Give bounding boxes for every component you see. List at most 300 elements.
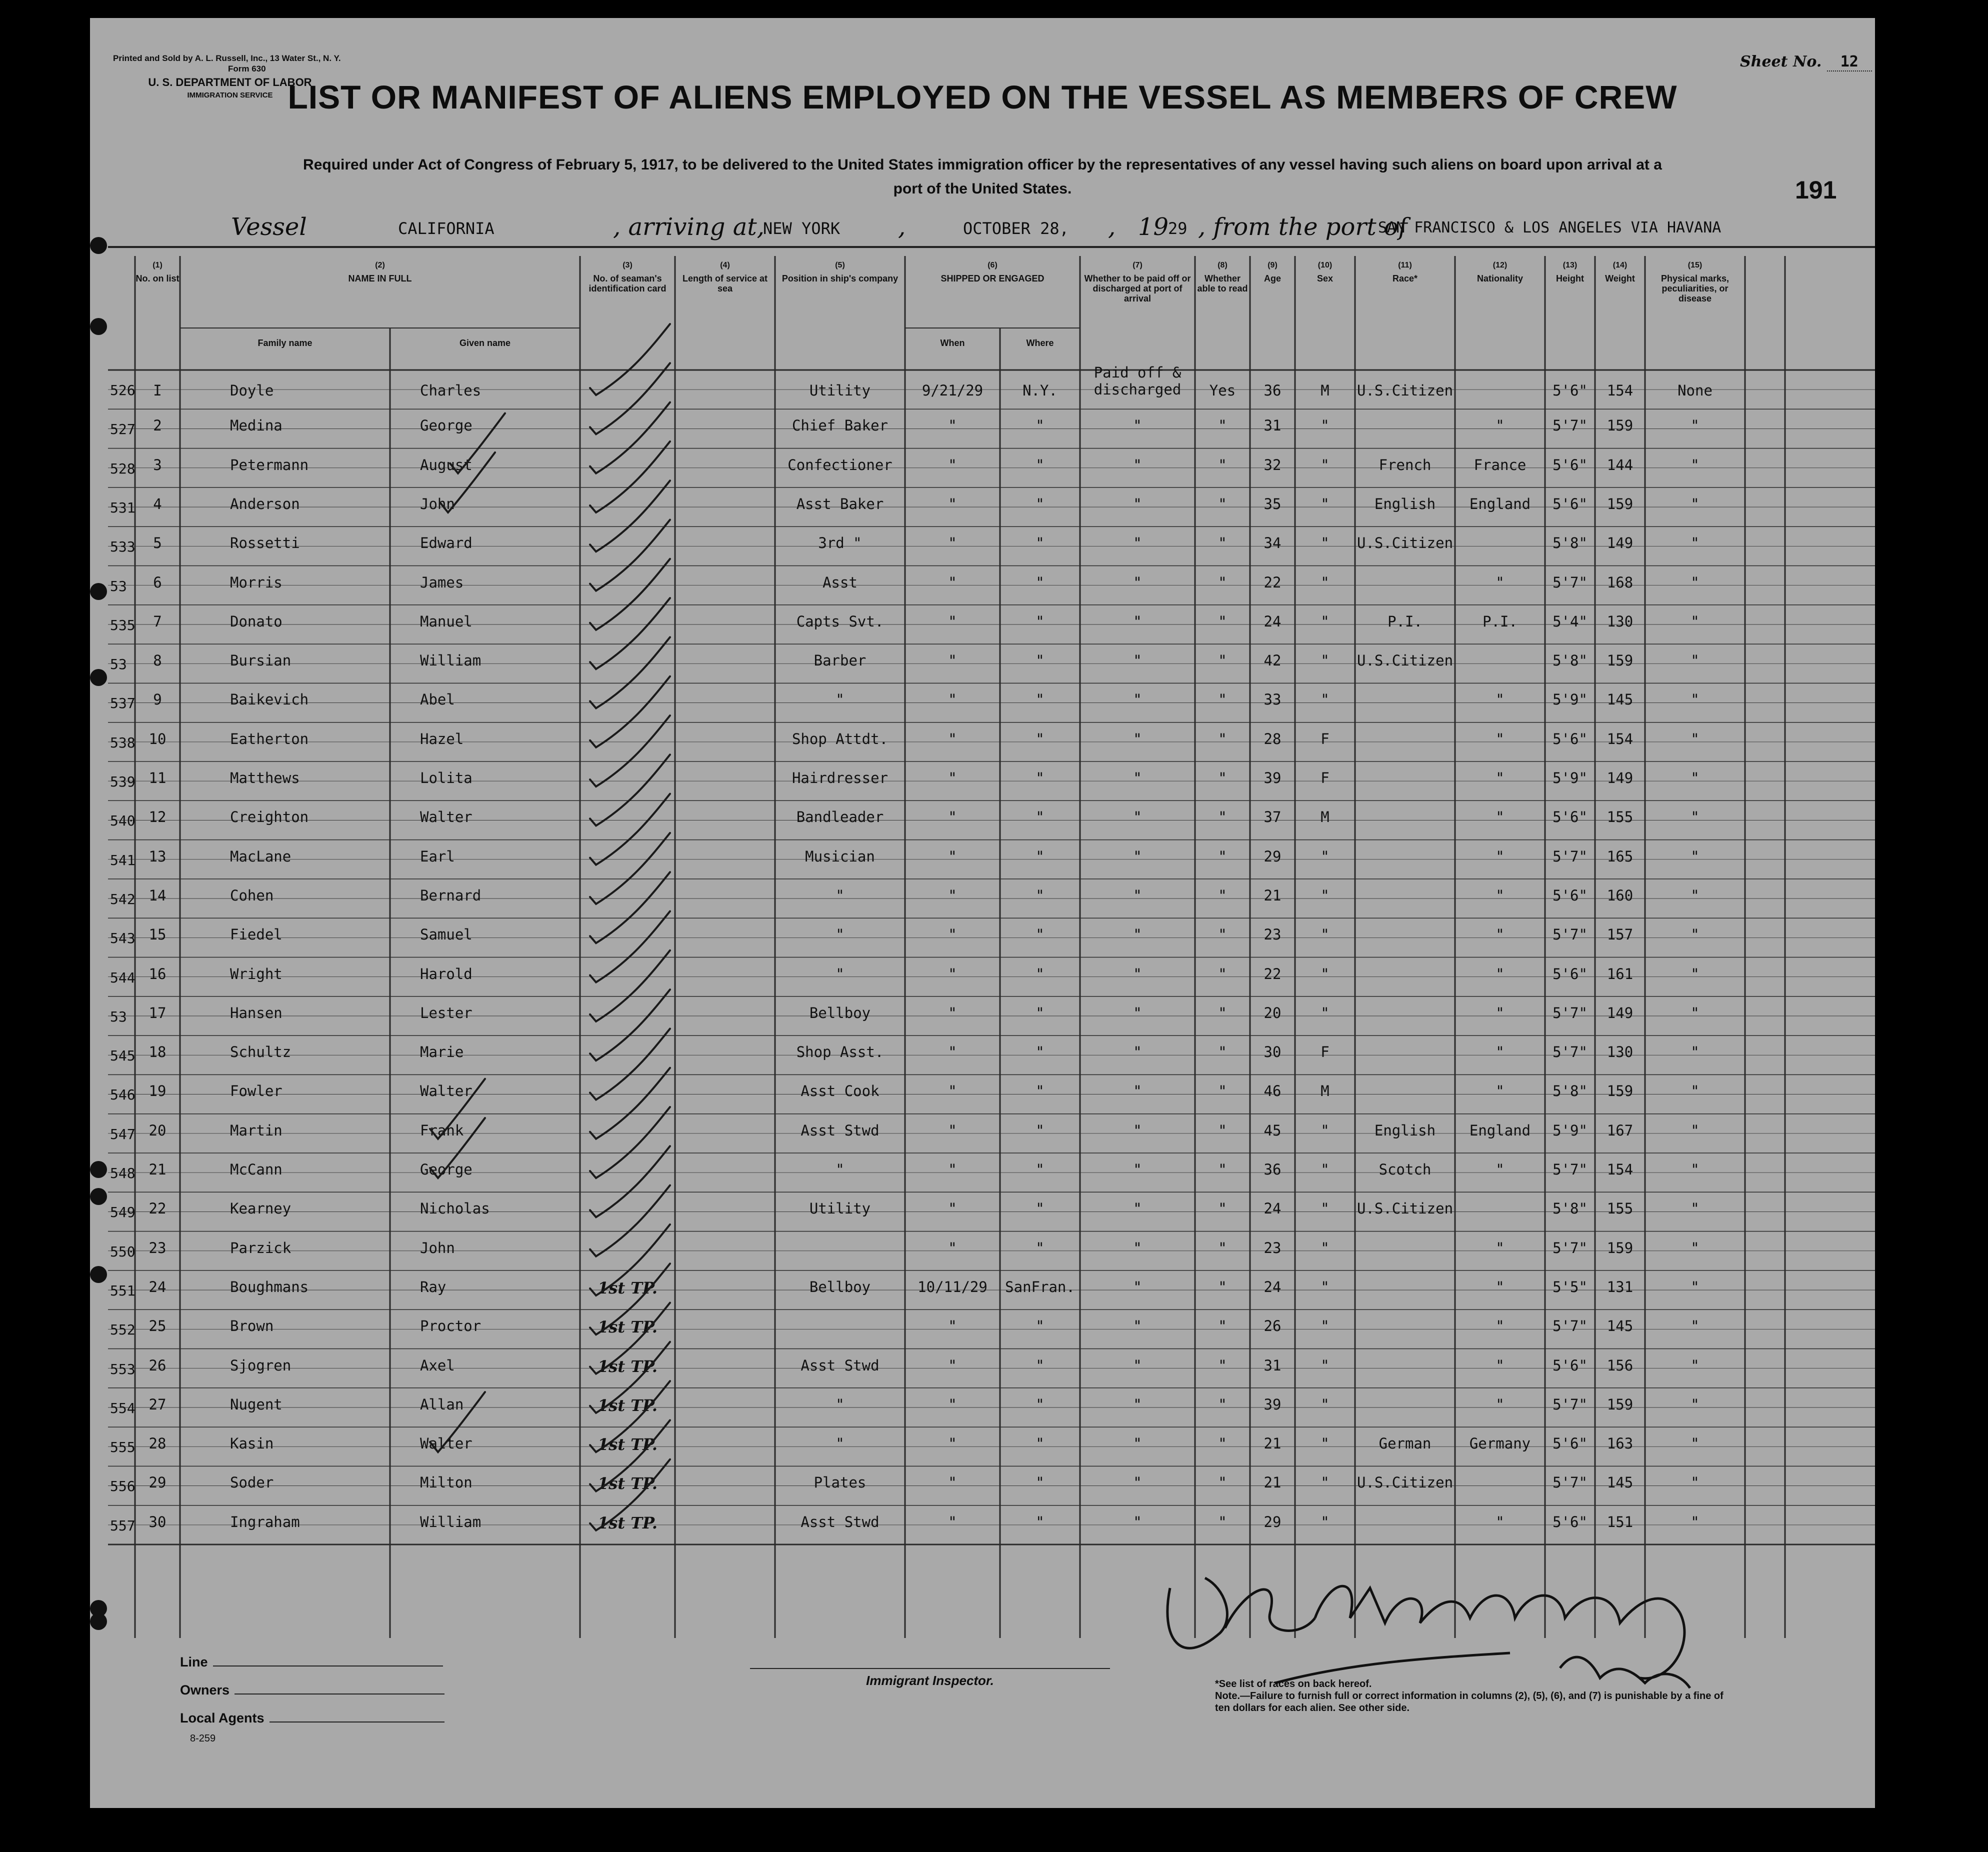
cell-sex: " [1320,456,1330,474]
check-mark [590,442,670,512]
cell-where: " [1036,574,1044,591]
cell-position: Bellboy [809,1278,871,1296]
arrival-port: NEW YORK [763,219,840,238]
cell-read: " [1218,495,1227,512]
check-mark [590,363,670,434]
from-port-label: , from the port of [1198,213,1408,241]
cell-marks: " [1690,1044,1700,1061]
cell-sex: " [1320,691,1330,708]
cell-read: " [1218,730,1227,748]
cell-nationality: France [1474,456,1526,474]
cell-family: Nugent [230,1396,282,1413]
cell-given: Manuel [420,612,472,630]
cell-age: 26 [1264,1318,1282,1335]
cell-nationality: " [1496,1082,1504,1100]
cell-age: 36 [1264,382,1282,399]
notice-line-1: Required under Act of Congress of February 5, 1917, to be delivered to the United States immigration officer by the representatives of any vessel having such aliens on board upon arrival at a [303,156,1662,173]
cell-position: 3rd " [818,534,862,552]
cell-height: 5'9" [1552,770,1588,786]
cell-paid: " [1133,417,1142,434]
col-shipped-label: SHIPPED OR ENGAGED [940,274,1044,284]
cell-age: 30 [1264,1044,1282,1061]
margin-number: 556 [110,1478,136,1495]
cell-age: 23 [1264,926,1282,944]
cell-sex: " [1320,1356,1330,1374]
cell-no: 11 [148,770,166,786]
cell-height: 5'8" [1552,1200,1588,1218]
cell-height: 5'7" [1552,417,1588,434]
page-number: 191 [1795,176,1837,204]
cell-where: SanFran. [1005,1278,1075,1296]
manifest-page [90,18,1875,1808]
cell-where: " [1036,886,1044,904]
cell-sex: M [1320,808,1330,826]
cell-nationality: P.I. [1482,612,1518,630]
cell-height: 5'9" [1552,1122,1588,1139]
cell-given: William [420,652,482,670]
cell-given: Charles [420,382,482,399]
punch-hole [90,318,107,335]
punch-hole [90,1188,107,1205]
cell-given: Frank [420,1122,464,1139]
cell-when: " [948,534,957,552]
cell-family: Doyle [230,382,274,399]
cell-position: " [836,886,844,904]
cell-no: 5 [153,534,162,552]
cell-weight: 157 [1606,926,1634,944]
cell-height: 5'6" [1552,1435,1588,1452]
cell-sex: M [1320,1082,1330,1100]
check-mark [590,402,670,474]
cell-weight: 149 [1606,770,1634,786]
cell-height: 5'5" [1552,1278,1588,1296]
check-mark [590,1224,670,1296]
cell-age: 32 [1264,456,1282,474]
cell-height: 5'4" [1552,612,1588,630]
check-mark [590,676,670,748]
cell-when: " [948,1239,957,1256]
margin-number: 535 [110,616,136,634]
check-mark [590,872,670,943]
cell-paid: " [1133,691,1142,708]
cell-sex: F [1320,770,1330,786]
cell-marks: " [1690,691,1700,708]
cell-family: Fowler [230,1082,282,1100]
sheet-label: Sheet No. [1740,53,1822,70]
cell-family: Rossetti [230,534,300,552]
cell-age: 39 [1264,770,1282,786]
cell-no: 4 [153,495,162,512]
cell-weight: 159 [1606,417,1634,434]
cell-marks: " [1690,1161,1700,1178]
col-able-to-read-number: (8) [1218,261,1228,270]
cell-height: 5'6" [1552,495,1588,512]
cell-age: 24 [1264,1278,1282,1296]
cell-family: Medina [230,417,282,434]
cell-family: Wright [230,965,282,982]
cell-height: 5'7" [1552,848,1588,865]
cell-paid: " [1133,1356,1142,1374]
margin-number: 542 [110,890,136,908]
cell-paid: " [1133,652,1142,670]
cell-age: 24 [1264,612,1282,630]
cell-position: Bellboy [809,1004,871,1022]
cell-nationality: " [1496,1161,1504,1178]
margin-number: 545 [110,1048,136,1064]
cell-position: " [836,965,844,982]
check-mark [590,1264,670,1334]
check-mark [430,1392,485,1452]
cell-no: 2 [153,417,162,434]
cell-card: 1st TP. [598,1278,658,1298]
cell-where: " [1036,1122,1044,1139]
cell-nationality: " [1496,1513,1504,1530]
cell-weight: 159 [1606,652,1634,670]
cell-read: " [1218,574,1227,591]
margin-number: 53 [110,578,127,594]
cell-when: " [948,1396,957,1413]
check-mark [590,754,670,826]
col-list-number-label: No. on list [136,274,180,284]
cell-position: Barber [814,652,866,670]
cell-family: Soder [230,1474,274,1492]
cell-where: " [1036,1161,1044,1178]
check-marks [90,18,1875,1808]
cell-read: " [1218,1318,1227,1335]
cell-read: " [1218,926,1227,944]
line-label: Line [180,1654,208,1670]
cell-age: 20 [1264,1004,1282,1022]
cell-read: " [1218,1122,1227,1139]
footnote [1215,1678,1735,1714]
cell-marks: " [1690,1513,1700,1530]
check-mark [590,912,670,982]
cell-read: " [1218,612,1227,630]
cell-position: Confectioner [788,456,892,474]
cell-paid: " [1133,1200,1142,1218]
form-code: 8-259 [190,1733,216,1744]
arriving-label: , arriving at, [613,213,764,241]
cell-no: 27 [148,1396,166,1413]
cell-height: 5'6" [1552,456,1588,474]
cell-race: U.S.Citizen [1356,1474,1454,1492]
cell-when: 10/11/29 [918,1278,988,1296]
cell-nationality: " [1496,1278,1504,1296]
cell-where: " [1036,1513,1044,1530]
cell-weight: 160 [1606,886,1634,904]
cell-paid: " [1133,808,1142,826]
cell-given: John [420,495,455,512]
cell-race: U.S.Citizen [1356,1200,1454,1218]
check-mark [590,637,670,708]
cell-nationality: " [1496,848,1504,865]
cell-height: 5'7" [1552,1004,1588,1022]
cell-weight: 165 [1606,848,1634,865]
margin-number: 548 [110,1165,136,1182]
cell-sex: " [1320,886,1330,904]
col-race-number: (11) [1398,261,1412,270]
cell-sex: " [1320,1161,1330,1178]
cell-family: Parzick [230,1239,292,1256]
footer-fields [180,1648,444,1732]
cell-family: McCann [230,1161,282,1178]
cell-height: 5'6" [1552,886,1588,904]
cell-family: Donato [230,612,282,630]
cell-marks: " [1690,574,1700,591]
cell-nationality: " [1496,886,1504,904]
cell-read: " [1218,534,1227,552]
cell-height: 5'7" [1552,1161,1588,1178]
cell-position: Musician [805,848,875,865]
cell-no: 29 [148,1474,166,1492]
cell-paid: " [1133,1239,1142,1256]
cell-when: " [948,1161,957,1178]
cell-when: " [948,1122,957,1139]
footnote-races: *See list of races on back hereof. [1215,1678,1372,1690]
cell-marks: " [1690,1356,1700,1374]
cell-weight: 131 [1606,1278,1634,1296]
cell-paid: " [1133,1122,1142,1139]
check-mark [590,1420,670,1491]
cell-sex: " [1320,1396,1330,1413]
cell-read: " [1218,1435,1227,1452]
cell-paid: " [1133,848,1142,865]
cell-given: Marie [420,1044,464,1061]
check-mark [590,1146,670,1217]
owners-label: Owners [180,1682,230,1698]
cell-paid: " [1133,574,1142,591]
cell-nationality: " [1496,574,1504,591]
cell-given: Nicholas [420,1200,490,1218]
cell-no: 16 [148,965,166,982]
margin-number: 543 [110,930,136,947]
cell-marks: " [1690,612,1700,630]
cell-paid: " [1133,612,1142,630]
margin-number: 557 [110,1517,136,1534]
cell-where: " [1036,534,1044,552]
cell-marks: " [1690,848,1700,865]
cell-paid: " [1133,534,1142,552]
cell-weight: 156 [1606,1356,1634,1374]
cell-paid: " [1133,1161,1142,1178]
cell-height: 5'7" [1552,1239,1588,1256]
cell-height: 5'6" [1552,965,1588,982]
cell-paid: " [1133,730,1142,748]
cell-position: Asst [822,574,858,591]
cell-marks: " [1690,1004,1700,1022]
cell-position: " [836,1161,844,1178]
cell-age: 33 [1264,691,1282,708]
col-given-name-label: Given name [459,338,511,348]
cell-sex: " [1320,926,1330,944]
cell-position: Utility [809,1200,871,1218]
cell-height: 5'7" [1552,926,1588,944]
cell-family: Petermann [230,456,309,474]
cell-no: 7 [153,612,162,630]
cell-given: Ray [420,1278,446,1296]
cell-family: Morris [230,574,282,591]
cell-position: Asst Stwd [800,1356,880,1374]
cell-nationality: England [1469,1122,1531,1139]
cell-when: " [948,1474,957,1492]
cell-no: 14 [148,886,166,904]
cell-where: " [1036,1004,1044,1022]
cell-age: 22 [1264,965,1282,982]
cell-paid: " [1133,1318,1142,1335]
cell-given: Abel [420,691,455,708]
cell-age: 21 [1264,1474,1282,1492]
cell-when: " [948,1513,957,1530]
cell-marks: " [1690,1239,1700,1256]
cell-no: 12 [148,808,166,826]
cell-paid: " [1133,926,1142,944]
cell-marks: None [1678,382,1712,399]
cell-paid: " [1133,1082,1142,1100]
cell-weight: 161 [1606,965,1634,982]
cell-family: Kasin [230,1435,274,1452]
cell-age: 29 [1264,848,1282,865]
cell-family: Eatherton [230,730,309,748]
cell-weight: 151 [1606,1513,1634,1530]
cell-sex: " [1320,1122,1330,1139]
cell-no: 24 [148,1278,166,1296]
margin-number: 539 [110,774,136,790]
cell-sex: " [1320,495,1330,512]
cell-age: 46 [1264,1082,1282,1100]
cell-position: Capts Svt. [796,612,884,630]
cell-nationality: " [1496,417,1504,434]
cell-no: 28 [148,1435,166,1452]
cell-age: 45 [1264,1122,1282,1139]
cell-no: 20 [148,1122,166,1139]
margin-number: 53 [110,1008,127,1025]
col-position-number: (5) [835,261,845,270]
cell-race: U.S.Citizen [1356,652,1454,670]
cell-when: " [948,1435,957,1452]
margin-number: 554 [110,1400,136,1416]
cell-nationality: " [1496,691,1504,708]
cell-where: " [1036,1082,1044,1100]
cell-where: " [1036,770,1044,786]
cell-no: 17 [148,1004,166,1022]
cell-sex: " [1320,652,1330,670]
cell-given: Milton [420,1474,472,1492]
cell-weight: 168 [1606,574,1634,591]
margin-number: 541 [110,852,136,868]
cell-family: Bursian [230,652,292,670]
cell-when: " [948,1082,957,1100]
cell-sex: " [1320,1435,1330,1452]
cell-card: 1st TP. [598,1356,658,1376]
cell-weight: 155 [1606,1200,1634,1218]
cell-nationality: " [1496,1044,1504,1061]
cell-given: George [420,417,472,434]
cell-age: 35 [1264,495,1282,512]
cell-age: 22 [1264,574,1282,591]
cell-height: 5'6" [1552,730,1588,748]
cell-age: 37 [1264,808,1282,826]
cell-read: " [1218,1200,1227,1218]
cell-where: " [1036,691,1044,708]
cell-read: " [1218,1356,1227,1374]
cell-weight: 159 [1606,1082,1634,1100]
cell-given: Harold [420,965,472,982]
departure-ports: SAN FRANCISCO & LOS ANGELES VIA HAVANA [1378,219,1722,236]
cell-when: " [948,1200,957,1218]
margin-number: 544 [110,969,136,986]
cell-where: N.Y. [1022,382,1058,399]
col-age-number: (9) [1268,261,1278,270]
cell-height: 5'6" [1552,382,1588,399]
department-name: U. S. DEPARTMENT OF LABOR [148,76,312,88]
cell-given: Walter [420,1082,472,1100]
cell-paid: " [1133,456,1142,474]
cell-nationality: " [1496,1356,1504,1374]
cell-when: " [948,848,957,865]
cell-no: 30 [148,1513,166,1530]
cell-weight: 144 [1606,456,1634,474]
cell-family: Hansen [230,1004,282,1022]
cell-position: " [836,691,844,708]
check-mark [590,1381,670,1452]
col-height-number: (13) [1562,261,1578,270]
cell-weight: 145 [1606,1318,1634,1335]
margin-number: 555 [110,1439,136,1456]
cell-nationality: " [1496,730,1504,748]
cell-read: " [1218,965,1227,982]
cell-marks: " [1690,1082,1700,1100]
cell-race: German [1378,1435,1432,1452]
cell-paid: " [1133,770,1142,786]
col-weight-label: Weight [1605,274,1635,284]
cell-when: " [948,1318,957,1335]
cell-where: " [1036,1044,1044,1061]
margin-number: 552 [110,1322,136,1338]
cell-weight: 154 [1606,1161,1634,1178]
cell-position: Shop Attdt. [792,730,888,748]
cell-card: 1st TP. [598,1435,658,1454]
cell-marks: " [1690,1318,1700,1335]
cell-marks: " [1690,886,1700,904]
cell-given: August [420,456,472,474]
cell-when: " [948,652,957,670]
cell-given: Earl [420,848,455,865]
cell-sex: " [1320,1513,1330,1530]
cell-when: " [948,770,957,786]
cell-position: " [836,1396,844,1413]
cell-paid: " [1133,1435,1142,1452]
cell-nationality: " [1496,965,1504,982]
cell-no: 8 [153,652,162,670]
cell-marks: " [1690,1435,1700,1452]
cell-age: 39 [1264,1396,1282,1413]
cell-read: " [1218,1004,1227,1022]
cell-weight: 154 [1606,730,1634,748]
col-able-to-read-label: Whether able to read [1197,274,1248,294]
cell-age: 31 [1264,1356,1282,1374]
cell-sex: " [1320,965,1330,982]
check-mark [590,324,670,395]
cell-sex: M [1320,382,1330,399]
cell-position: Plates [814,1474,866,1492]
cell-race: P.I. [1388,612,1422,630]
check-mark [430,1118,485,1178]
cell-when: " [948,926,957,944]
cell-no: 13 [148,848,166,865]
cell-paid: " [1133,965,1142,982]
cell-where: " [1036,1396,1044,1413]
cell-where: " [1036,495,1044,512]
